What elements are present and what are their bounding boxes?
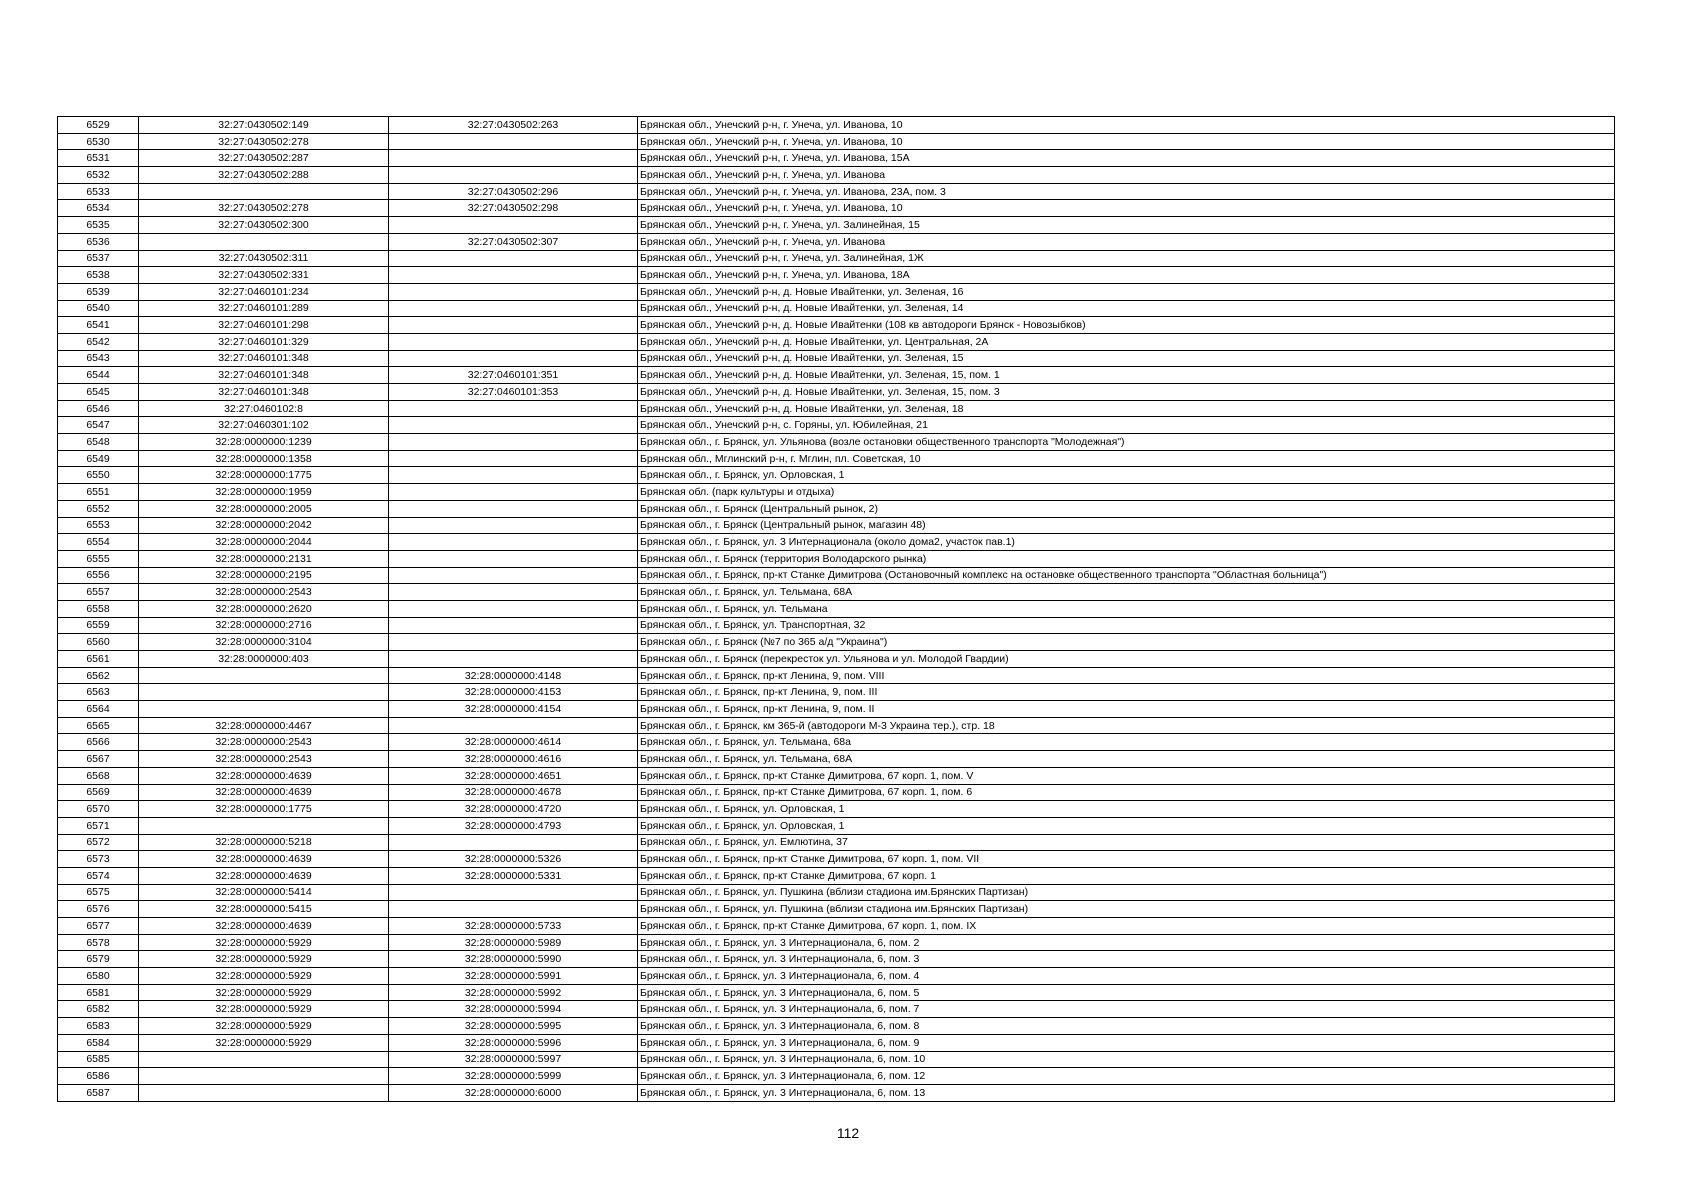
cadastral-number-cell: 32:28:0000000:2044 [139,534,389,551]
address-cell: Брянская обл., Унечский р-н, г. Унеча, ул. Иванова, 15А [638,150,1615,167]
row-number: 6562 [58,667,139,684]
related-cadastral-number-cell: 32:28:0000000:4720 [389,801,638,818]
table-row [58,317,1615,334]
related-cadastral-number-cell [389,884,638,901]
cadastral-number-cell: 32:27:0430502:288 [139,167,389,184]
row-number: 6581 [58,984,139,1001]
address-cell: Брянская обл., Унечский р-н, д. Новые Ивайтенки, ул. Зеленая, 15, пом. 3 [638,384,1615,401]
cadastral-number-cell: 32:28:0000000:5929 [139,984,389,1001]
related-cadastral-number-cell: 32:27:0430502:263 [389,117,638,134]
cadastral-number-cell: 32:28:0000000:1959 [139,484,389,501]
related-cadastral-number-cell [389,434,638,451]
cadastral-number-cell: 32:27:0430502:278 [139,200,389,217]
related-cadastral-number-cell: 32:28:0000000:6000 [389,1084,638,1101]
address-cell: Брянская обл., г. Брянск, ул. 3 Интернационала, 6, пом. 3 [638,951,1615,968]
table-row [58,834,1615,851]
address-cell: Брянская обл., г. Брянск, пр-кт Ленина, 9, пом. VIII [638,667,1615,684]
row-number: 6559 [58,617,139,634]
row-number: 6539 [58,283,139,300]
row-number: 6544 [58,367,139,384]
row-number: 6586 [58,1068,139,1085]
address-cell: Брянская обл., Унечский р-н, д. Новые Ивайтенки (108 кв автодороги Брянск - Новозыбков) [638,317,1615,334]
row-number: 6545 [58,384,139,401]
address-cell: Брянская обл., г. Брянск, ул. 3 Интернационала, 6, пом. 8 [638,1018,1615,1035]
table-row [58,517,1615,534]
address-cell: Брянская обл., Унечский р-н, д. Новые Ивайтенки, ул. Центральная, 2А [638,333,1615,350]
address-cell: Брянская обл., г. Брянск, ул. Тельмана, 68а [638,734,1615,751]
table-row [58,901,1615,918]
related-cadastral-number-cell [389,417,638,434]
table-row [58,217,1615,234]
related-cadastral-number-cell [389,467,638,484]
cadastral-number-cell: 32:27:0460101:348 [139,350,389,367]
related-cadastral-number-cell: 32:28:0000000:4793 [389,817,638,834]
table-row [58,801,1615,818]
row-number: 6570 [58,801,139,818]
address-cell: Брянская обл., Унечский р-н, г. Унеча, ул. Иванова, 10 [638,117,1615,134]
row-number: 6574 [58,867,139,884]
address-cell: Брянская обл., г. Брянск, ул. 3 Интернационала, 6, пом. 5 [638,984,1615,1001]
address-cell: Брянская обл., г. Брянск, ул. 3 Интернационала, 6, пом. 9 [638,1034,1615,1051]
address-cell: Брянская обл., г. Брянск (перекресток ул. Ульянова и ул. Молодой Гвардии) [638,651,1615,668]
table-row [58,734,1615,751]
address-cell: Брянская обл., г. Брянск, ул. 3 Интернационала (около дома2, участок пав.1) [638,534,1615,551]
address-cell: Брянская обл., г. Брянск, пр-кт Станке Димитрова (Остановочный комплекс на остановке общественного транспорта "Областная больница") [638,567,1615,584]
row-number: 6551 [58,484,139,501]
related-cadastral-number-cell [389,350,638,367]
table-row [58,283,1615,300]
address-cell: Брянская обл., г. Брянск, ул. 3 Интернационала, 6, пом. 2 [638,934,1615,951]
table-row [58,684,1615,701]
row-number: 6530 [58,133,139,150]
cadastral-number-cell [139,701,389,718]
address-cell: Брянская обл., г. Брянск, пр-кт Ленина, 9, пом. III [638,684,1615,701]
related-cadastral-number-cell [389,300,638,317]
address-cell: Брянская обл., г. Брянск, км 365-й (автодороги М-3 Украина тер.), стр. 18 [638,717,1615,734]
address-cell: Брянская обл., Унечский р-н, г. Унеча, ул. Иванова [638,233,1615,250]
related-cadastral-number-cell [389,167,638,184]
address-cell: Брянская обл., г. Брянск, ул. Тельмана, 68А [638,584,1615,601]
address-cell: Брянская обл., г. Брянск, ул. Пушкина (вблизи стадиона им.Брянских Партизан) [638,884,1615,901]
cadastral-number-cell: 32:27:0430502:331 [139,267,389,284]
cadastral-number-cell [139,183,389,200]
cadastral-number-cell [139,817,389,834]
table-row [58,1084,1615,1101]
cadastral-number-cell: 32:27:0430502:149 [139,117,389,134]
address-cell: Брянская обл., г. Брянск, пр-кт Станке Димитрова, 67 корп. 1 [638,867,1615,884]
address-cell: Брянская обл., г. Брянск (территория Володарского рынка) [638,550,1615,567]
related-cadastral-number-cell [389,584,638,601]
related-cadastral-number-cell: 32:28:0000000:5733 [389,918,638,935]
cadastral-number-cell: 32:27:0460301:102 [139,417,389,434]
address-cell: Брянская обл., г. Брянск, ул. 3 Интернационала, 6, пом. 12 [638,1068,1615,1085]
table-row [58,450,1615,467]
table-row [58,667,1615,684]
related-cadastral-number-cell [389,217,638,234]
row-number: 6563 [58,684,139,701]
related-cadastral-number-cell [389,333,638,350]
address-cell: Брянская обл., г. Брянск, ул. Орловская, 1 [638,801,1615,818]
related-cadastral-number-cell [389,317,638,334]
related-cadastral-number-cell: 32:28:0000000:4148 [389,667,638,684]
table-row [58,717,1615,734]
related-cadastral-number-cell [389,901,638,918]
cadastral-number-cell: 32:27:0460101:348 [139,384,389,401]
cadastral-number-cell: 32:27:0460101:348 [139,367,389,384]
address-cell: Брянская обл., Унечский р-н, д. Новые Ивайтенки, ул. Зеленая, 18 [638,400,1615,417]
related-cadastral-number-cell [389,600,638,617]
row-number: 6587 [58,1084,139,1101]
cadastral-number-cell: 32:28:0000000:4639 [139,767,389,784]
row-number: 6538 [58,267,139,284]
address-cell: Брянская обл., г. Брянск, ул. Орловская, 1 [638,467,1615,484]
related-cadastral-number-cell: 32:27:0430502:307 [389,233,638,250]
related-cadastral-number-cell [389,517,638,534]
table-row [58,634,1615,651]
address-cell: Брянская обл., г. Брянск, ул. 3 Интернационала, 6, пом. 4 [638,968,1615,985]
address-cell: Брянская обл., Унечский р-н, г. Унеча, ул. Иванова, 18А [638,267,1615,284]
table-row [58,267,1615,284]
address-cell: Брянская обл., г. Брянск, ул. 3 Интернационала, 6, пом. 7 [638,1001,1615,1018]
cadastral-number-cell [139,233,389,250]
related-cadastral-number-cell: 32:28:0000000:4153 [389,684,638,701]
row-number: 6578 [58,934,139,951]
address-cell: Брянская обл., Унечский р-н, г. Унеча, ул. Залинейная, 15 [638,217,1615,234]
table-row [58,167,1615,184]
table-row [58,333,1615,350]
cadastral-number-cell: 32:28:0000000:1775 [139,801,389,818]
cadastral-number-cell: 32:28:0000000:2042 [139,517,389,534]
address-cell: Брянская обл., г. Брянск, пр-кт Станке Димитрова, 67 корп. 1, пом. V [638,767,1615,784]
row-number: 6549 [58,450,139,467]
address-cell: Брянская обл. (парк культуры и отдыха) [638,484,1615,501]
table-row [58,600,1615,617]
cadastral-number-cell: 32:28:0000000:2195 [139,567,389,584]
cadastral-number-cell: 32:28:0000000:2620 [139,600,389,617]
cadastral-number-cell: 32:28:0000000:403 [139,651,389,668]
table-row [58,584,1615,601]
registry-table [57,116,1615,1102]
row-number: 6577 [58,918,139,935]
table-row [58,617,1615,634]
address-cell: Брянская обл., г. Брянск, ул. Тельмана, 68А [638,751,1615,768]
table-row [58,968,1615,985]
row-number: 6531 [58,150,139,167]
related-cadastral-number-cell [389,567,638,584]
cadastral-number-cell [139,1051,389,1068]
row-number: 6560 [58,634,139,651]
related-cadastral-number-cell: 32:28:0000000:5331 [389,867,638,884]
related-cadastral-number-cell: 32:28:0000000:5996 [389,1034,638,1051]
cadastral-number-cell: 32:28:0000000:4639 [139,851,389,868]
row-number: 6584 [58,1034,139,1051]
row-number: 6582 [58,1001,139,1018]
cadastral-number-cell: 32:27:0430502:278 [139,133,389,150]
row-number: 6573 [58,851,139,868]
page-number: 112 [836,1125,860,1141]
related-cadastral-number-cell [389,617,638,634]
address-cell: Брянская обл., Унечский р-н, д. Новые Ивайтенки, ул. Зеленая, 14 [638,300,1615,317]
row-number: 6585 [58,1051,139,1068]
table-row [58,751,1615,768]
address-cell: Брянская обл., г. Брянск, ул. Емлютина, 37 [638,834,1615,851]
row-number: 6529 [58,117,139,134]
related-cadastral-number-cell [389,651,638,668]
cadastral-number-cell: 32:27:0460102:8 [139,400,389,417]
related-cadastral-number-cell: 32:28:0000000:5992 [389,984,638,1001]
address-cell: Брянская обл., Унечский р-н, г. Унеча, ул. Иванова, 10 [638,133,1615,150]
row-number: 6556 [58,567,139,584]
related-cadastral-number-cell [389,400,638,417]
cadastral-number-cell: 32:27:0430502:311 [139,250,389,267]
cadastral-number-cell: 32:28:0000000:5929 [139,968,389,985]
table-row [58,567,1615,584]
row-number: 6565 [58,717,139,734]
table-row [58,550,1615,567]
row-number: 6550 [58,467,139,484]
cadastral-number-cell: 32:28:0000000:5414 [139,884,389,901]
related-cadastral-number-cell: 32:28:0000000:5995 [389,1018,638,1035]
row-number: 6557 [58,584,139,601]
cadastral-number-cell: 32:27:0460101:329 [139,333,389,350]
table-row [58,367,1615,384]
table-row [58,434,1615,451]
row-number: 6580 [58,968,139,985]
related-cadastral-number-cell: 32:28:0000000:4678 [389,784,638,801]
address-cell: Брянская обл., г. Брянск, пр-кт Станке Димитрова, 67 корп. 1, пом. VII [638,851,1615,868]
row-number: 6566 [58,734,139,751]
related-cadastral-number-cell [389,717,638,734]
table-row [58,384,1615,401]
address-cell: Брянская обл., г. Брянск, ул. Пушкина (вблизи стадиона им.Брянских Партизан) [638,901,1615,918]
related-cadastral-number-cell: 32:28:0000000:4614 [389,734,638,751]
table-row [58,934,1615,951]
related-cadastral-number-cell: 32:28:0000000:5994 [389,1001,638,1018]
table-row [58,1018,1615,1035]
table-row [58,150,1615,167]
table-row [58,867,1615,884]
table-row [58,1068,1615,1085]
related-cadastral-number-cell: 32:28:0000000:4154 [389,701,638,718]
related-cadastral-number-cell [389,283,638,300]
address-cell: Брянская обл., Унечский р-н, д. Новые Ивайтенки, ул. Зеленая, 15, пом. 1 [638,367,1615,384]
table-row [58,233,1615,250]
related-cadastral-number-cell [389,834,638,851]
address-cell: Брянская обл., г. Брянск, пр-кт Станке Димитрова, 67 корп. 1, пом. 6 [638,784,1615,801]
cadastral-number-cell: 32:27:0460101:234 [139,283,389,300]
table-row [58,851,1615,868]
row-number: 6564 [58,701,139,718]
cadastral-number-cell: 32:28:0000000:4639 [139,784,389,801]
table-row [58,250,1615,267]
table-row [58,884,1615,901]
related-cadastral-number-cell [389,634,638,651]
row-number: 6569 [58,784,139,801]
address-cell: Брянская обл., г. Брянск (Центральный рынок, 2) [638,500,1615,517]
cadastral-number-cell: 32:28:0000000:2716 [139,617,389,634]
row-number: 6540 [58,300,139,317]
cadastral-number-cell: 32:28:0000000:2543 [139,584,389,601]
address-cell: Брянская обл., Унечский р-н, г. Унеча, ул. Иванова, 10 [638,200,1615,217]
row-number: 6554 [58,534,139,551]
related-cadastral-number-cell: 32:27:0460101:353 [389,384,638,401]
table-row [58,918,1615,935]
table-row [58,1034,1615,1051]
table-row [58,817,1615,834]
address-cell: Брянская обл., г. Брянск, ул. 3 Интернационала, 6, пом. 10 [638,1051,1615,1068]
table-row [58,183,1615,200]
cadastral-number-cell: 32:28:0000000:5218 [139,834,389,851]
row-number: 6542 [58,333,139,350]
cadastral-number-cell: 32:28:0000000:5929 [139,951,389,968]
cadastral-number-cell [139,1068,389,1085]
cadastral-number-cell: 32:27:0430502:287 [139,150,389,167]
related-cadastral-number-cell [389,267,638,284]
address-cell: Брянская обл., Унечский р-н, г. Унеча, ул. Иванова [638,167,1615,184]
table-row [58,500,1615,517]
related-cadastral-number-cell: 32:28:0000000:5989 [389,934,638,951]
address-cell: Брянская обл., Унечский р-н, д. Новые Ивайтенки, ул. Зеленая, 16 [638,283,1615,300]
row-number: 6532 [58,167,139,184]
row-number: 6533 [58,183,139,200]
row-number: 6555 [58,550,139,567]
address-cell: Брянская обл., г. Брянск (Центральный рынок, магазин 48) [638,517,1615,534]
cadastral-number-cell: 32:28:0000000:2543 [139,751,389,768]
related-cadastral-number-cell [389,500,638,517]
row-number: 6534 [58,200,139,217]
row-number: 6558 [58,600,139,617]
cadastral-number-cell: 32:28:0000000:1239 [139,434,389,451]
cadastral-number-cell: 32:28:0000000:1358 [139,450,389,467]
address-cell: Брянская обл., Мглинский р-н, г. Мглин, пл. Советская, 10 [638,450,1615,467]
row-number: 6571 [58,817,139,834]
related-cadastral-number-cell [389,250,638,267]
table-row [58,1051,1615,1068]
cadastral-number-cell [139,1084,389,1101]
related-cadastral-number-cell [389,550,638,567]
registry-table-body [58,117,1615,1102]
cadastral-number-cell: 32:27:0430502:300 [139,217,389,234]
cadastral-number-cell: 32:28:0000000:4467 [139,717,389,734]
address-cell: Брянская обл., г. Брянск, ул. Тельмана [638,600,1615,617]
cadastral-number-cell [139,667,389,684]
row-number: 6567 [58,751,139,768]
row-number: 6572 [58,834,139,851]
row-number: 6552 [58,500,139,517]
address-cell: Брянская обл., г. Брянск, пр-кт Станке Димитрова, 67 корп. 1, пом. IX [638,918,1615,935]
cadastral-number-cell: 32:28:0000000:5929 [139,934,389,951]
row-number: 6579 [58,951,139,968]
address-cell: Брянская обл., г. Брянск (№7 по 365 а/д "Украина") [638,634,1615,651]
address-cell: Брянская обл., Унечский р-н, д. Новые Ивайтенки, ул. Зеленая, 15 [638,350,1615,367]
related-cadastral-number-cell: 32:28:0000000:5997 [389,1051,638,1068]
table-row [58,200,1615,217]
related-cadastral-number-cell: 32:28:0000000:4651 [389,767,638,784]
table-row [58,534,1615,551]
table-row [58,467,1615,484]
cadastral-number-cell: 32:28:0000000:3104 [139,634,389,651]
table-row [58,133,1615,150]
related-cadastral-number-cell: 32:27:0430502:298 [389,200,638,217]
row-number: 6568 [58,767,139,784]
cadastral-number-cell: 32:27:0460101:298 [139,317,389,334]
row-number: 6541 [58,317,139,334]
related-cadastral-number-cell: 32:28:0000000:4616 [389,751,638,768]
address-cell: Брянская обл., г. Брянск, ул. 3 Интернационала, 6, пом. 13 [638,1084,1615,1101]
table-row [58,484,1615,501]
row-number: 6547 [58,417,139,434]
table-row [58,784,1615,801]
table-row [58,300,1615,317]
cadastral-number-cell: 32:28:0000000:2131 [139,550,389,567]
cadastral-number-cell [139,684,389,701]
cadastral-number-cell: 32:28:0000000:5929 [139,1001,389,1018]
table-row [58,951,1615,968]
related-cadastral-number-cell: 32:27:0430502:296 [389,183,638,200]
row-number: 6535 [58,217,139,234]
row-number: 6575 [58,884,139,901]
row-number: 6576 [58,901,139,918]
related-cadastral-number-cell [389,450,638,467]
row-number: 6543 [58,350,139,367]
table-row [58,767,1615,784]
cadastral-number-cell: 32:28:0000000:4639 [139,867,389,884]
table-row [58,651,1615,668]
address-cell: Брянская обл., г. Брянск, пр-кт Ленина, 9, пом. II [638,701,1615,718]
related-cadastral-number-cell: 32:27:0460101:351 [389,367,638,384]
row-number: 6548 [58,434,139,451]
address-cell: Брянская обл., Унечский р-н, г. Унеча, ул. Залинейная, 1Ж [638,250,1615,267]
row-number: 6536 [58,233,139,250]
related-cadastral-number-cell [389,150,638,167]
row-number: 6546 [58,400,139,417]
cadastral-number-cell: 32:28:0000000:5929 [139,1034,389,1051]
cadastral-number-cell: 32:27:0460101:289 [139,300,389,317]
cadastral-number-cell: 32:28:0000000:2543 [139,734,389,751]
row-number: 6553 [58,517,139,534]
table-row [58,350,1615,367]
address-cell: Брянская обл., г. Брянск, ул. Транспортная, 32 [638,617,1615,634]
table-row [58,701,1615,718]
cadastral-number-cell: 32:28:0000000:1775 [139,467,389,484]
address-cell: Брянская обл., Унечский р-н, с. Горяны, ул. Юбилейная, 21 [638,417,1615,434]
related-cadastral-number-cell [389,534,638,551]
address-cell: Брянская обл., г. Брянск, ул. Ульянова (возле остановки общественного транспорта "Молодежная") [638,434,1615,451]
cadastral-number-cell: 32:28:0000000:5415 [139,901,389,918]
row-number: 6583 [58,1018,139,1035]
related-cadastral-number-cell [389,133,638,150]
table-row [58,1001,1615,1018]
address-cell: Брянская обл., г. Брянск, ул. Орловская, 1 [638,817,1615,834]
related-cadastral-number-cell: 32:28:0000000:5326 [389,851,638,868]
address-cell: Брянская обл., Унечский р-н, г. Унеча, ул. Иванова, 23А, пом. 3 [638,183,1615,200]
row-number: 6561 [58,651,139,668]
cadastral-number-cell: 32:28:0000000:5929 [139,1018,389,1035]
table-row [58,117,1615,134]
row-number: 6537 [58,250,139,267]
related-cadastral-number-cell: 32:28:0000000:5999 [389,1068,638,1085]
related-cadastral-number-cell [389,484,638,501]
table-row [58,417,1615,434]
related-cadastral-number-cell: 32:28:0000000:5990 [389,951,638,968]
cadastral-number-cell: 32:28:0000000:4639 [139,918,389,935]
cadastral-number-cell: 32:28:0000000:2005 [139,500,389,517]
related-cadastral-number-cell: 32:28:0000000:5991 [389,968,638,985]
table-row [58,984,1615,1001]
table-row [58,400,1615,417]
